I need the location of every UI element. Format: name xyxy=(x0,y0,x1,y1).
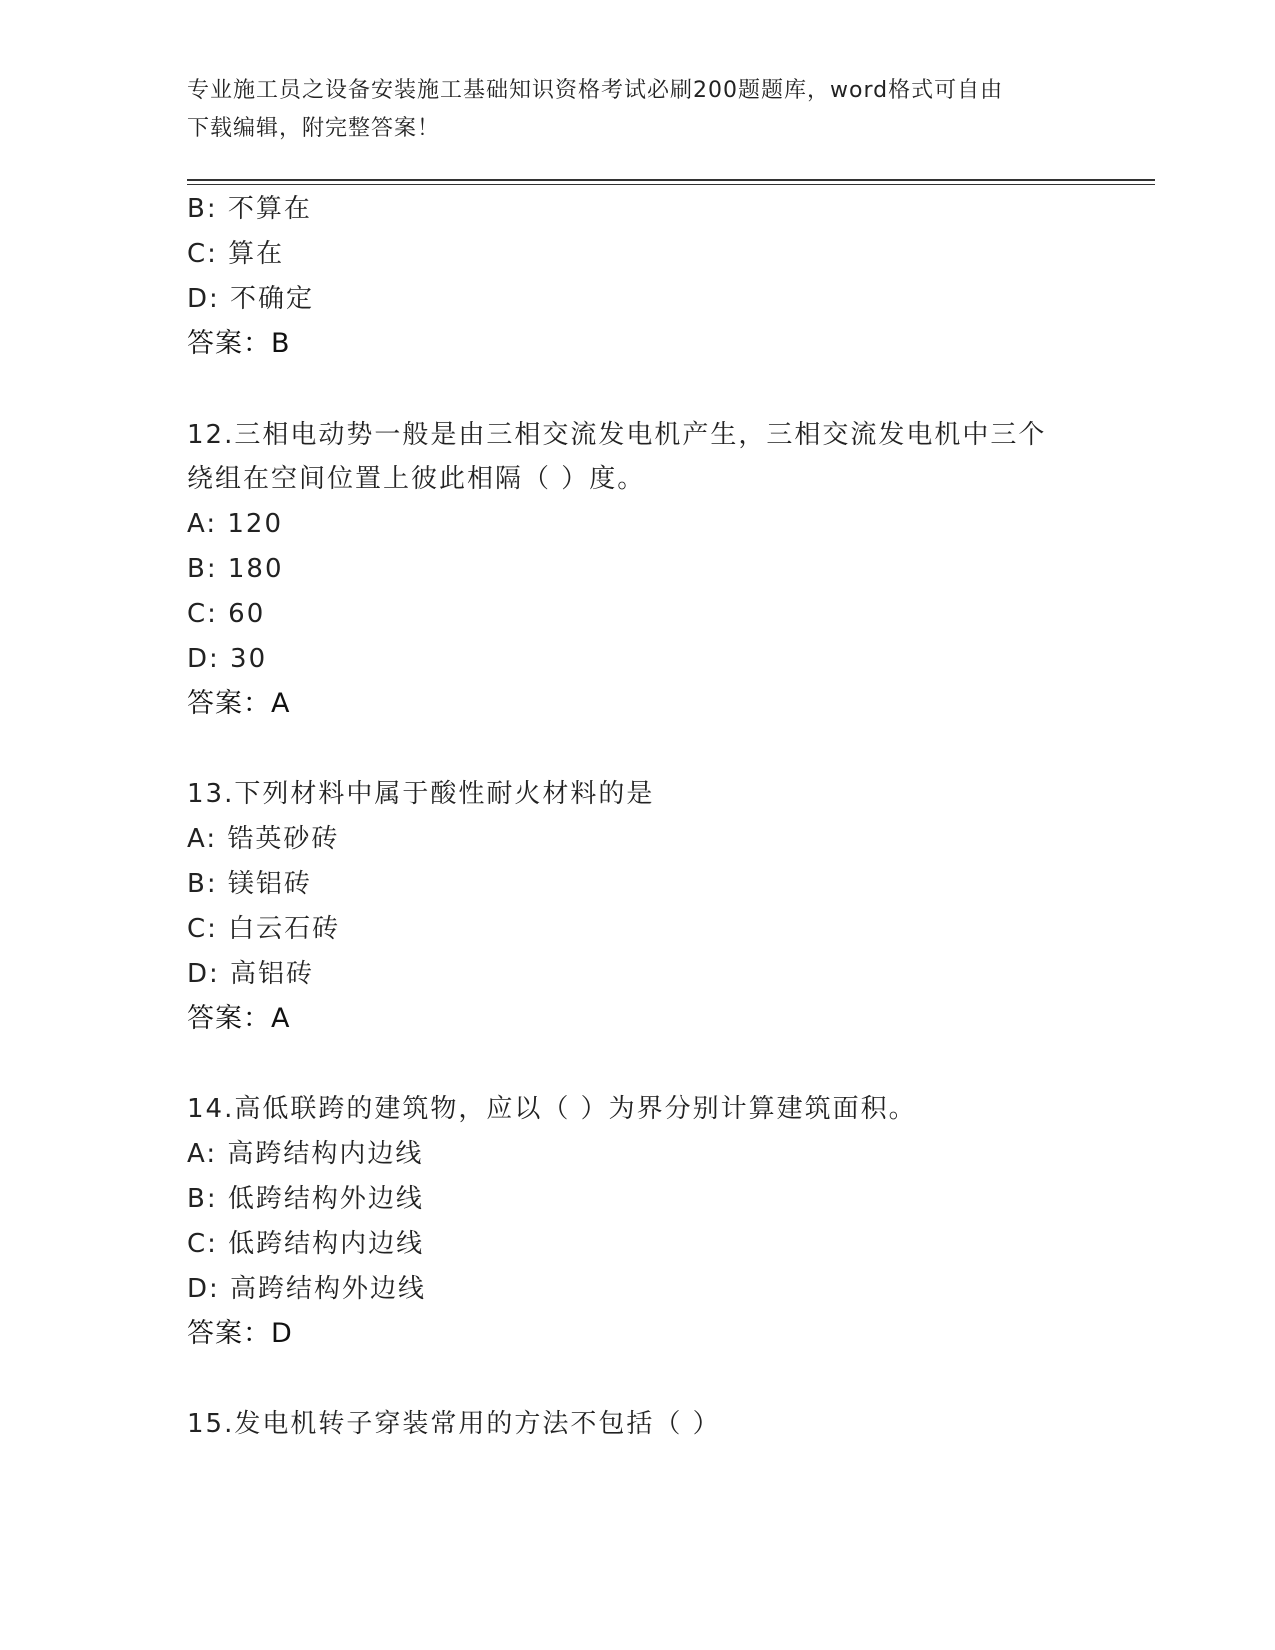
q15-stem: 15.发电机转子穿装常用的方法不包括（ ） xyxy=(187,1409,721,1439)
q14-option-d: D: 高跨结构外边线 xyxy=(187,1274,427,1304)
q11-option-b: B: 不算在 xyxy=(187,194,312,224)
q13-answer: 答案：A xyxy=(187,1003,291,1034)
q12-option-d: D: 30 xyxy=(187,644,268,674)
q13-stem: 13.下列材料中属于酸性耐火材料的是 xyxy=(187,779,655,809)
q13-option-c: C: 白云石砖 xyxy=(187,914,341,944)
q11-option-c: C: 算在 xyxy=(187,239,285,269)
q12-answer: 答案：A xyxy=(187,688,291,719)
q12-option-c: C: 60 xyxy=(187,599,266,629)
q11-answer: 答案：B xyxy=(187,328,291,359)
q11-option-d: D: 不确定 xyxy=(187,284,315,314)
header-line-2: 下载编辑，附完整答案！ xyxy=(187,116,441,141)
header-line-1: 专业施工员之设备安装施工基础知识资格考试必刷200题题库，word格式可自由 xyxy=(187,78,1004,103)
q13-option-b: B: 镁铝砖 xyxy=(187,869,312,899)
q14-option-c: C: 低跨结构内边线 xyxy=(187,1229,425,1259)
q12-stem-line-1: 12.三相电动势一般是由三相交流发电机产生，三相交流发电机中三个 xyxy=(187,420,1047,450)
q12-option-a: A: 120 xyxy=(187,509,283,539)
document-header xyxy=(187,72,1087,148)
header-divider-thin xyxy=(187,184,1155,185)
q13-option-d: D: 高铝砖 xyxy=(187,959,315,989)
q12-stem-line-2: 绕组在空间位置上彼此相隔（ ）度。 xyxy=(187,464,646,494)
q14-option-b: B: 低跨结构外边线 xyxy=(187,1184,424,1214)
q12-option-b: B: 180 xyxy=(187,554,284,584)
q14-answer: 答案：D xyxy=(187,1318,293,1349)
header-divider-thick xyxy=(187,179,1155,181)
q14-option-a: A: 高跨结构内边线 xyxy=(187,1139,424,1169)
q14-stem: 14.高低联跨的建筑物，应以（ ）为界分别计算建筑面积。 xyxy=(187,1094,917,1124)
q13-option-a: A: 锆英砂砖 xyxy=(187,824,340,854)
